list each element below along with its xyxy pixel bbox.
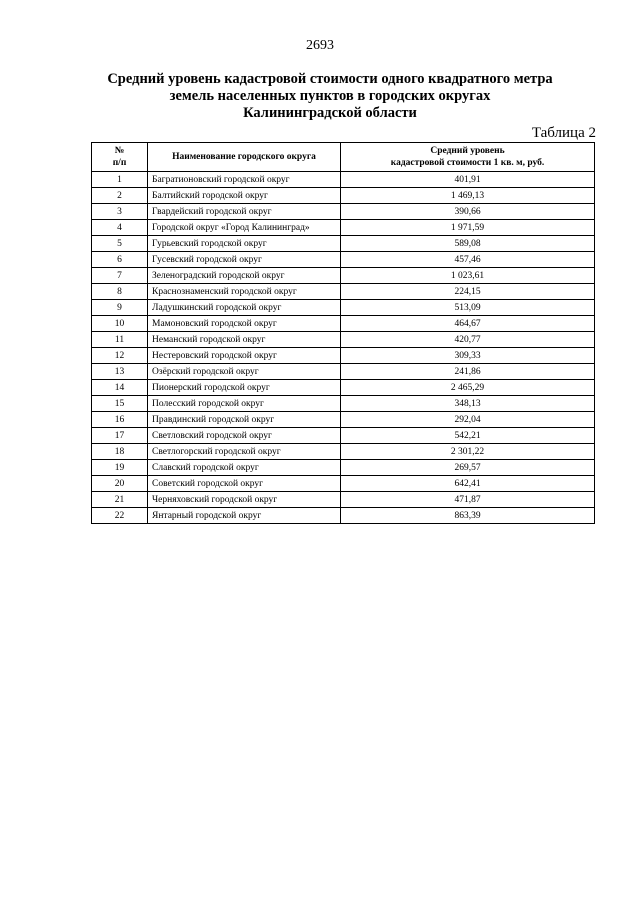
table-row bbox=[92, 204, 595, 220]
row-number: 20 bbox=[92, 476, 148, 492]
district-name: Багратионовский городской округ bbox=[148, 172, 341, 188]
district-name: Неманский городской округ bbox=[148, 332, 341, 348]
table-row bbox=[92, 332, 595, 348]
district-name: Ладушкинский городской округ bbox=[148, 300, 341, 316]
row-number: 12 bbox=[92, 348, 148, 364]
average-value: 390,66 bbox=[341, 204, 595, 220]
average-value: 1 023,61 bbox=[341, 268, 595, 284]
table-row bbox=[92, 396, 595, 412]
row-number: 22 bbox=[92, 508, 148, 524]
row-number: 19 bbox=[92, 460, 148, 476]
table-row bbox=[92, 300, 595, 316]
average-value: 420,77 bbox=[341, 332, 595, 348]
table-row bbox=[92, 252, 595, 268]
row-number: 6 bbox=[92, 252, 148, 268]
row-number: 2 bbox=[92, 188, 148, 204]
average-value: 269,57 bbox=[341, 460, 595, 476]
row-number: 3 bbox=[92, 204, 148, 220]
row-number: 11 bbox=[92, 332, 148, 348]
district-name: Краснознаменский городской округ bbox=[148, 284, 341, 300]
row-number: 8 bbox=[92, 284, 148, 300]
table-row bbox=[92, 268, 595, 284]
average-value: 513,09 bbox=[341, 300, 595, 316]
row-number: 9 bbox=[92, 300, 148, 316]
average-value: 464,67 bbox=[341, 316, 595, 332]
average-value: 2 301,22 bbox=[341, 444, 595, 460]
header-value-line-2: кадастровой стоимости 1 кв. м, руб. bbox=[390, 158, 545, 168]
average-value: 241,86 bbox=[341, 364, 595, 380]
district-name: Светлогорский городской округ bbox=[148, 444, 341, 460]
average-value: 1 469,13 bbox=[341, 188, 595, 204]
table-row bbox=[92, 220, 595, 236]
header-district-name: Наименование городского округа bbox=[148, 143, 341, 172]
district-name: Черняховский городской округ bbox=[148, 492, 341, 508]
table-row bbox=[92, 172, 595, 188]
district-name: Гвардейский городской округ bbox=[148, 204, 341, 220]
header-number-symbol: № bbox=[114, 146, 125, 156]
average-value: 348,13 bbox=[341, 396, 595, 412]
table-row bbox=[92, 236, 595, 252]
table-row bbox=[92, 380, 595, 396]
average-value: 457,46 bbox=[341, 252, 595, 268]
cadastral-value-table bbox=[91, 142, 595, 524]
district-name: Янтарный городской округ bbox=[148, 508, 341, 524]
title-line-1: Средний уровень кадастровой стоимости одного квадратного метра bbox=[107, 71, 553, 87]
page-number: 2693 bbox=[306, 38, 334, 53]
header-number bbox=[92, 143, 148, 172]
table-body bbox=[92, 172, 595, 524]
district-name: Светловский городской округ bbox=[148, 428, 341, 444]
average-value: 542,21 bbox=[341, 428, 595, 444]
table-row bbox=[92, 316, 595, 332]
district-name: Советский городской округ bbox=[148, 476, 341, 492]
row-number: 13 bbox=[92, 364, 148, 380]
average-value: 471,87 bbox=[341, 492, 595, 508]
district-name: Правдинский городской округ bbox=[148, 412, 341, 428]
row-number: 7 bbox=[92, 268, 148, 284]
table-row bbox=[92, 428, 595, 444]
title-line-2: земель населенных пунктов в городских округах bbox=[169, 88, 491, 104]
table-row bbox=[92, 492, 595, 508]
district-name: Балтийский городской округ bbox=[148, 188, 341, 204]
table-label: Таблица 2 bbox=[531, 125, 596, 141]
row-number: 15 bbox=[92, 396, 148, 412]
row-number: 5 bbox=[92, 236, 148, 252]
table-row bbox=[92, 508, 595, 524]
average-value: 1 971,59 bbox=[341, 220, 595, 236]
average-value: 309,33 bbox=[341, 348, 595, 364]
average-value: 589,08 bbox=[341, 236, 595, 252]
district-name: Городской округ «Город Калининград» bbox=[148, 220, 341, 236]
average-value: 2 465,29 bbox=[341, 380, 595, 396]
district-name: Гусевский городской округ bbox=[148, 252, 341, 268]
row-number: 4 bbox=[92, 220, 148, 236]
district-name: Славский городской округ bbox=[148, 460, 341, 476]
row-number: 16 bbox=[92, 412, 148, 428]
district-name: Мамоновский городской округ bbox=[148, 316, 341, 332]
average-value: 642,41 bbox=[341, 476, 595, 492]
district-name: Гурьевский городской округ bbox=[148, 236, 341, 252]
table-row bbox=[92, 476, 595, 492]
header-average-value bbox=[341, 143, 595, 172]
table-row bbox=[92, 460, 595, 476]
district-name: Пионерский городской округ bbox=[148, 380, 341, 396]
row-number: 18 bbox=[92, 444, 148, 460]
header-number-abbr: п/п bbox=[112, 158, 127, 168]
row-number: 10 bbox=[92, 316, 148, 332]
average-value: 292,04 bbox=[341, 412, 595, 428]
row-number: 14 bbox=[92, 380, 148, 396]
table-row bbox=[92, 364, 595, 380]
table-row bbox=[92, 412, 595, 428]
table-row bbox=[92, 188, 595, 204]
district-name: Озёрский городской округ bbox=[148, 364, 341, 380]
row-number: 1 bbox=[92, 172, 148, 188]
table-row bbox=[92, 284, 595, 300]
row-number: 21 bbox=[92, 492, 148, 508]
table-row bbox=[92, 444, 595, 460]
table-header-row bbox=[92, 143, 595, 172]
average-value: 401,91 bbox=[341, 172, 595, 188]
table-row bbox=[92, 348, 595, 364]
district-name: Полесский городской округ bbox=[148, 396, 341, 412]
average-value: 224,15 bbox=[341, 284, 595, 300]
row-number: 17 bbox=[92, 428, 148, 444]
average-value: 863,39 bbox=[341, 508, 595, 524]
title-line-3: Калининградской области bbox=[243, 105, 417, 121]
district-name: Зеленоградский городской округ bbox=[148, 268, 341, 284]
header-value-line-1: Средний уровень bbox=[430, 146, 505, 156]
document-title bbox=[80, 71, 580, 122]
district-name: Нестеровский городской округ bbox=[148, 348, 341, 364]
